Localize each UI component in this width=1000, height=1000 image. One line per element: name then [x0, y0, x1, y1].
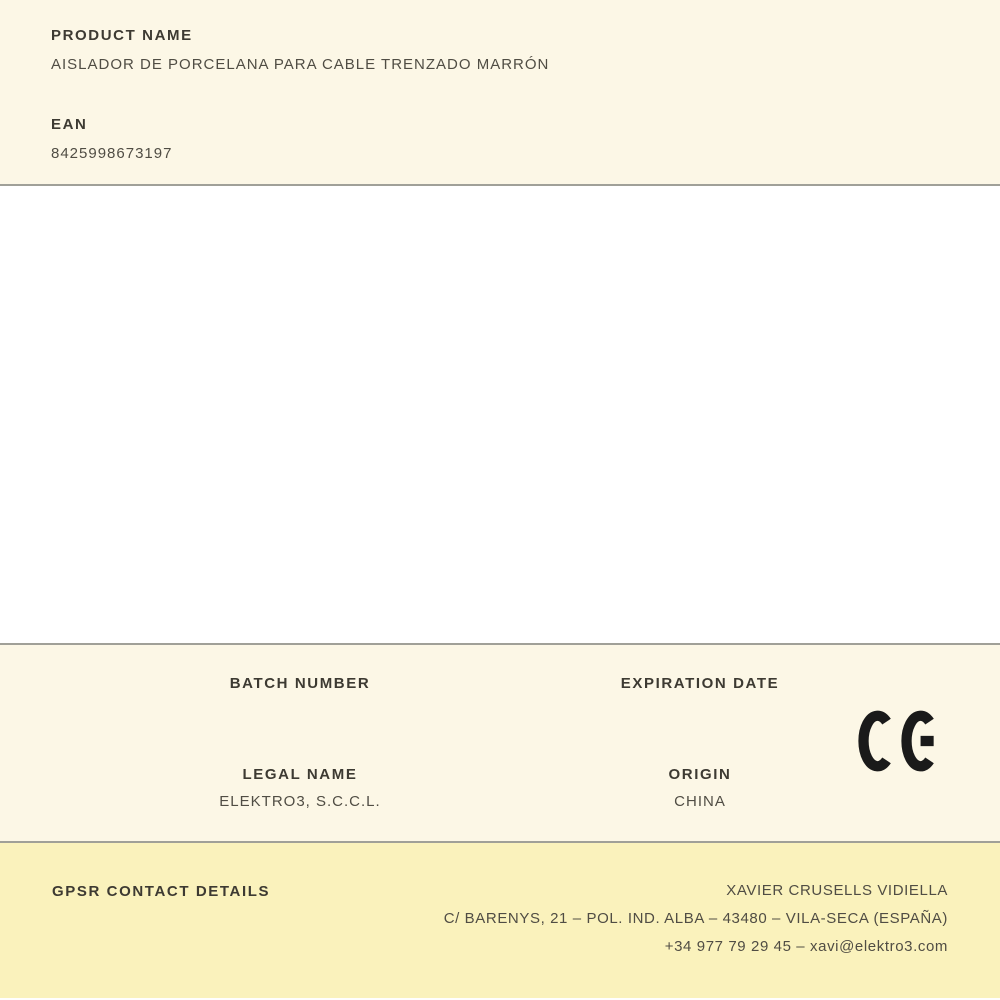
gpsr-contact-lines	[444, 877, 948, 961]
product-image-placeholder	[0, 186, 1000, 643]
ean-label: EAN	[51, 116, 88, 133]
batch-number-value	[100, 702, 500, 765]
contact-phone-email: +34 977 79 29 45 – xavi@elektro3.com	[664, 938, 948, 955]
contact-address: C/ BARENYS, 21 – POL. IND. ALBA – 43480 – VILA-SECA (ESPAÑA)	[443, 910, 948, 927]
batch-number-label: BATCH NUMBER	[229, 675, 371, 692]
details-row-1	[100, 674, 900, 765]
batch-number-field	[100, 674, 500, 765]
expiration-date-label: EXPIRATION DATE	[620, 675, 780, 692]
legal-name-label: LEGAL NAME	[242, 766, 358, 783]
origin-value: CHINA	[674, 793, 726, 810]
ean-value: 8425998673197	[51, 145, 173, 162]
ean-field	[51, 115, 949, 163]
origin-label: ORIGIN	[668, 766, 732, 783]
expiration-date-field	[500, 674, 900, 765]
gpsr-contact-label: GPSR CONTACT DETAILS	[52, 883, 271, 900]
ce-mark-icon	[857, 710, 943, 777]
contact-person: XAVIER CRUSELLS VIDIELLA	[726, 882, 948, 899]
details-row-2	[100, 765, 900, 811]
details-section	[0, 645, 1000, 841]
product-name-field	[51, 26, 949, 74]
product-name-label: PRODUCT NAME	[51, 27, 193, 44]
origin-field	[500, 765, 900, 811]
gpsr-contact-section	[0, 843, 1000, 998]
legal-name-value: ELEKTRO3, S.C.C.L.	[219, 793, 381, 810]
legal-name-field	[100, 765, 500, 811]
product-header-section	[0, 0, 1000, 184]
expiration-date-value	[500, 702, 900, 765]
product-name-value: AISLADOR DE PORCELANA PARA CABLE TRENZADO MARRÓN	[51, 56, 550, 73]
